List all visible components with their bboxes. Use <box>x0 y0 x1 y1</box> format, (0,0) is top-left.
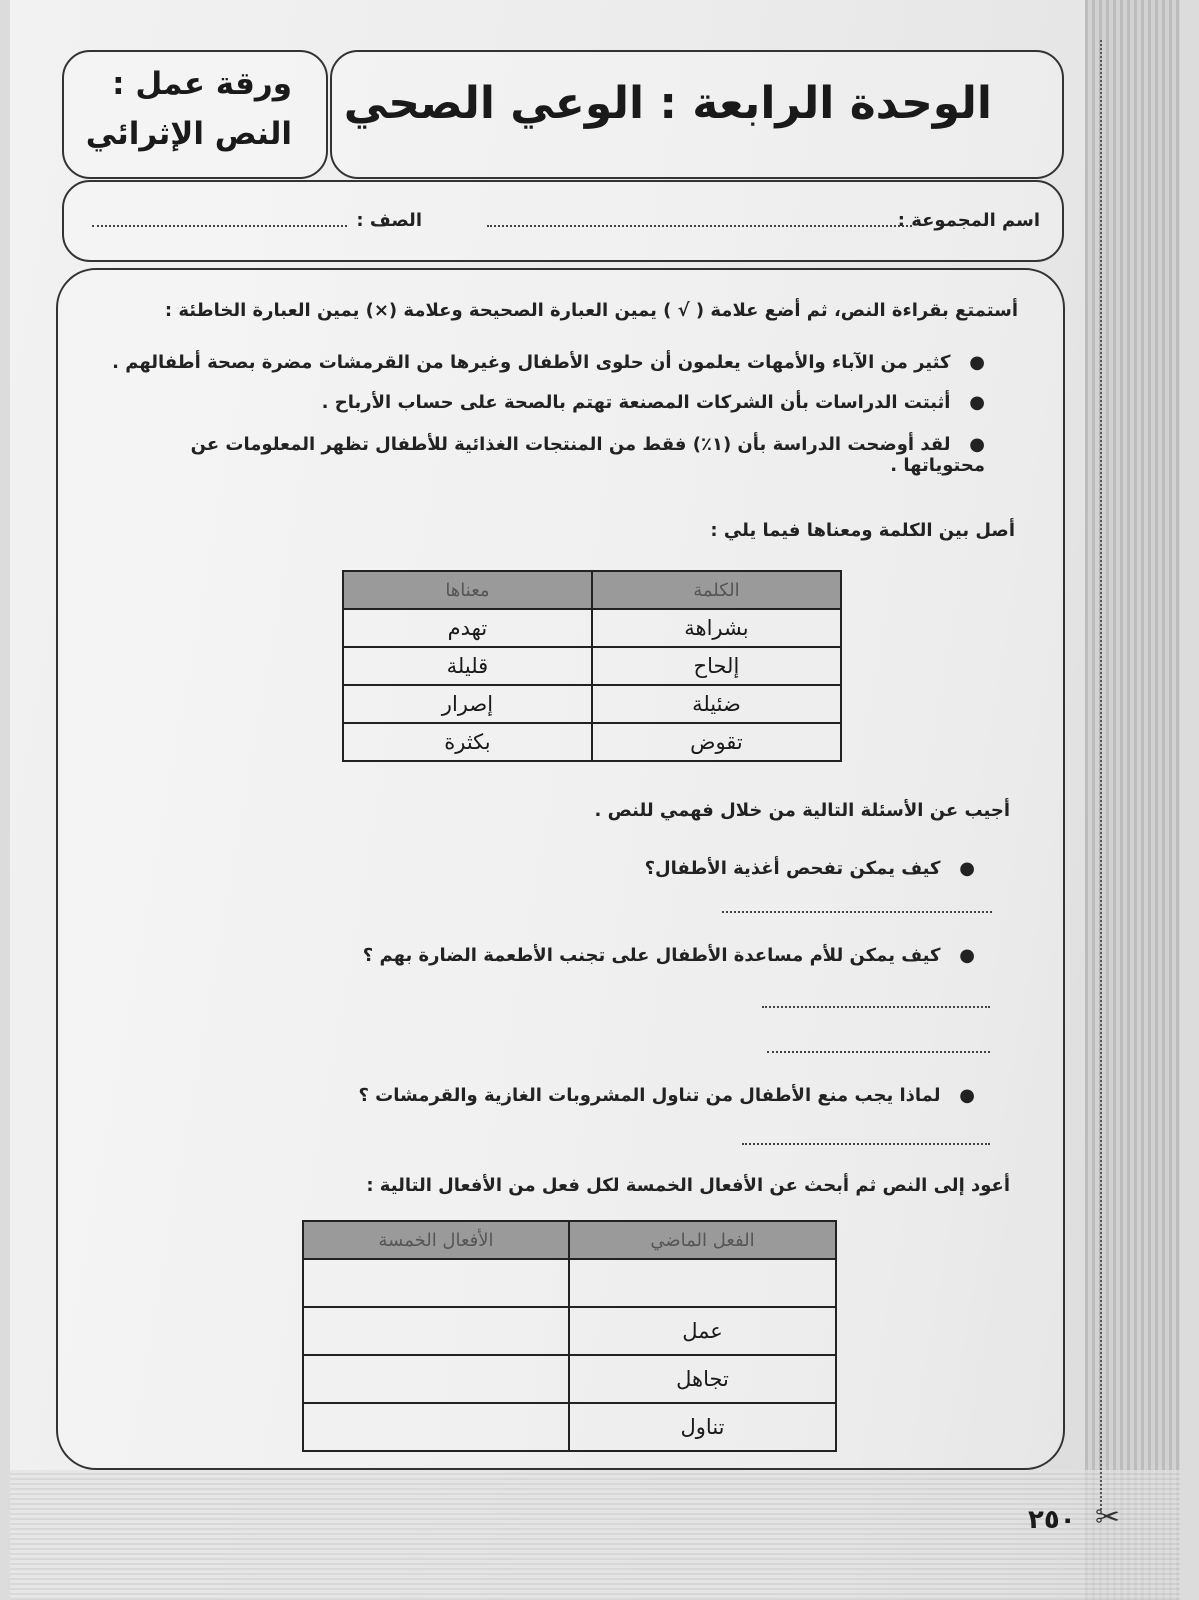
question-row <box>175 945 975 966</box>
question-row <box>275 858 975 879</box>
five-verbs-column-header: الأفعال الخمسة <box>303 1221 569 1259</box>
worksheet-label-box <box>62 50 328 179</box>
answer-line[interactable] <box>767 1050 990 1053</box>
statement-text: كثير من الآباء والأمهات يعلمون أن حلوى الأطفال وغيرها من القرمشات مضرة بصحة أطفالهم . <box>112 352 951 373</box>
past-verb-cell <box>569 1259 836 1307</box>
past-verb-cell: تناول <box>569 1403 836 1451</box>
worksheet-subtitle: النص الإثرائي <box>85 116 292 152</box>
section3-instruction: أجيب عن الأسئلة التالية من خلال فهمي للنص . <box>594 800 1010 821</box>
section4-instruction: أعود إلى النص ثم أبحث عن الأفعال الخمسة لكل فعل من الأفعال التالية : <box>366 1175 1010 1196</box>
table-row <box>303 1403 836 1451</box>
meaning-cell[interactable]: تهدم <box>343 609 592 647</box>
bullet-icon: ● <box>940 858 975 879</box>
verbs-table <box>302 1220 837 1452</box>
scissors-icon: ✂ <box>1095 1500 1121 1535</box>
table-row <box>343 685 841 723</box>
meaning-cell[interactable]: إصرار <box>343 685 592 723</box>
question-row <box>175 1085 975 1106</box>
five-verbs-cell[interactable] <box>303 1355 569 1403</box>
page-bottom-shadow <box>10 1470 1180 1600</box>
bullet-icon: ● <box>950 392 985 413</box>
five-verbs-cell[interactable] <box>303 1307 569 1355</box>
class-field[interactable] <box>92 224 347 227</box>
unit-title-box <box>330 50 1064 179</box>
table-row <box>343 723 841 761</box>
word-cell[interactable]: تقوض <box>592 723 841 761</box>
bullet-icon: ● <box>950 434 985 455</box>
student-info-box <box>62 180 1064 262</box>
section2-instruction: أصل بين الكلمة ومعناها فيما يلي : <box>710 520 1015 541</box>
past-verb-cell: عمل <box>569 1307 836 1355</box>
meaning-cell[interactable]: قليلة <box>343 647 592 685</box>
word-meaning-table <box>342 570 842 762</box>
statement-row[interactable] <box>105 434 985 476</box>
table-row <box>303 1355 836 1403</box>
worksheet-page <box>10 0 1180 1600</box>
worksheet-label: ورقة عمل : <box>112 66 292 102</box>
word-cell[interactable]: ضئيلة <box>592 685 841 723</box>
statement-text: لقد أوضحت الدراسة بأن (١٪) فقط من المنتجات الغذائية للأطفال تظهر المعلومات عن محتوياتها . <box>190 434 985 476</box>
answer-line[interactable] <box>762 1005 990 1008</box>
question-text: كيف يمكن للأم مساعدة الأطفال على تجنب الأطعمة الضارة بهم ؟ <box>362 945 941 966</box>
answer-line[interactable] <box>722 910 992 913</box>
bullet-icon: ● <box>940 1085 975 1106</box>
statement-text: أثبتت الدراسات بأن الشركات المصنعة تهتم بالصحة على حساب الأرباح . <box>321 392 951 413</box>
bullet-icon: ● <box>950 352 985 373</box>
group-name-label: اسم المجموعة : <box>897 210 1040 231</box>
past-verb-cell: تجاهل <box>569 1355 836 1403</box>
statement-row[interactable] <box>105 392 985 413</box>
word-cell[interactable]: إلحاح <box>592 647 841 685</box>
class-label: الصف : <box>356 210 422 231</box>
unit-title: الوحدة الرابعة : الوعي الصحي <box>343 78 992 129</box>
page-number: ٢٥٠ <box>1028 1505 1076 1535</box>
table-row <box>343 609 841 647</box>
five-verbs-cell[interactable] <box>303 1259 569 1307</box>
word-cell[interactable]: بشراهة <box>592 609 841 647</box>
meaning-cell[interactable]: بكثرة <box>343 723 592 761</box>
question-text: كيف يمكن تفحص أغذية الأطفال؟ <box>644 858 941 879</box>
group-name-field[interactable] <box>487 224 912 227</box>
meaning-column-header: معناها <box>343 571 592 609</box>
cut-line <box>1100 40 1102 1510</box>
bullet-icon: ● <box>940 945 975 966</box>
question-text: لماذا يجب منع الأطفال من تناول المشروبات الغازية والقرمشات ؟ <box>358 1085 941 1106</box>
table-row <box>303 1259 836 1307</box>
table-row <box>343 647 841 685</box>
past-verb-column-header: الفعل الماضي <box>569 1221 836 1259</box>
statement-row[interactable] <box>105 352 985 373</box>
table-row <box>303 1307 836 1355</box>
word-column-header: الكلمة <box>592 571 841 609</box>
answer-line[interactable] <box>742 1142 990 1145</box>
section1-instruction: أستمتع بقراءة النص، ثم أضع علامة ( √ ) يمين العبارة الصحيحة وعلامة (×) يمين العبارة الخاطئة : <box>164 300 1018 321</box>
five-verbs-cell[interactable] <box>303 1403 569 1451</box>
